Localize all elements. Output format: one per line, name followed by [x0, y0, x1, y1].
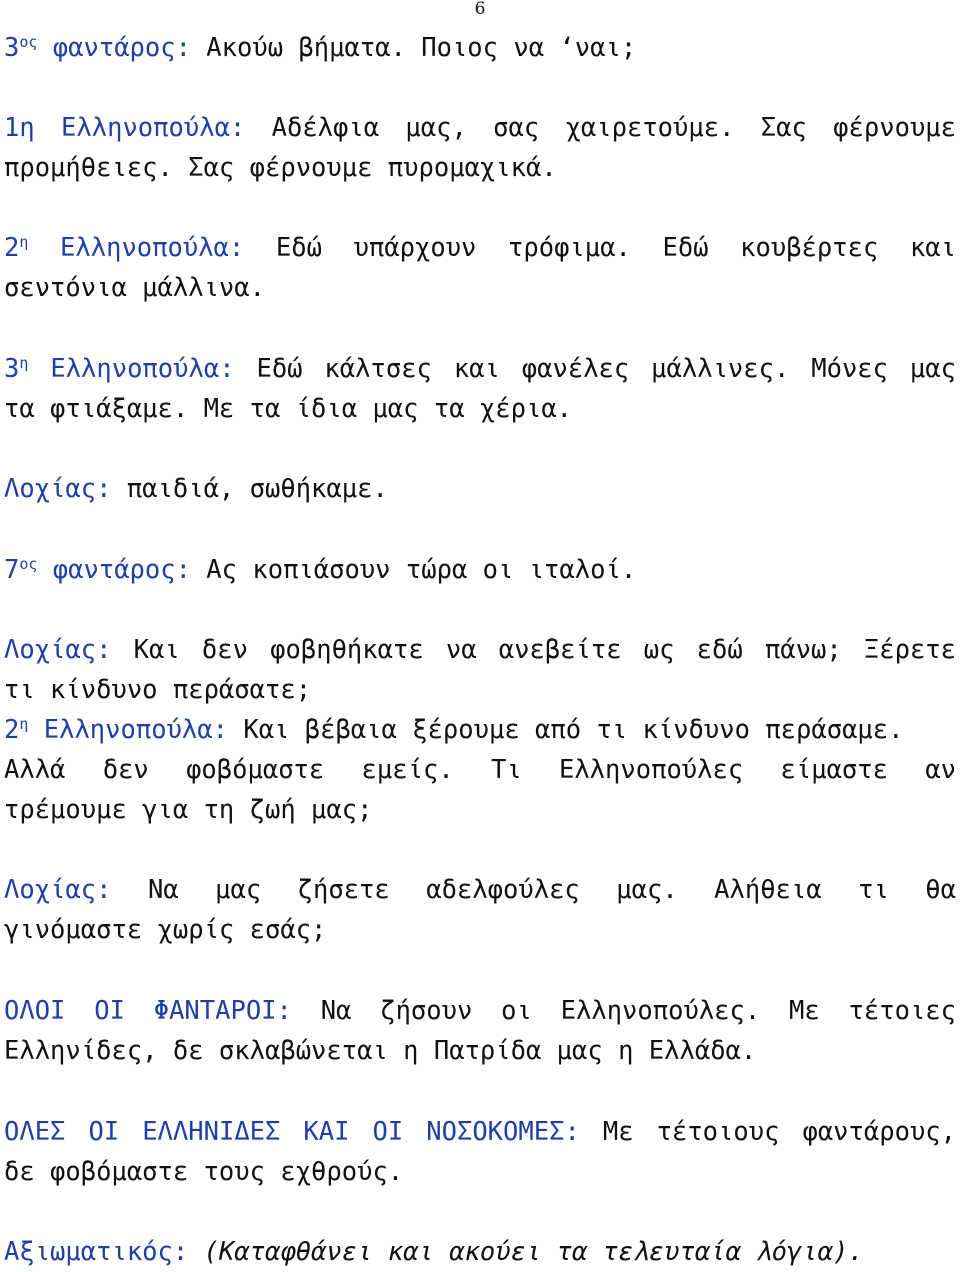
dialogue-text: τι κίνδυνο περάσατε; — [4, 675, 312, 705]
dialogue-text: Εδώ υπάρχουν τρόφιμα. Εδώ κουβέρτες και — [244, 233, 957, 263]
script-line — [4, 1031, 756, 1071]
speaker-name: Ελληνοπούλα: — [60, 233, 245, 263]
script-line — [4, 1152, 403, 1192]
dialogue-text: Και δεν φοβηθήκατε να ανεβείτε ως εδώ πάνω; Ξέρετε — [111, 635, 956, 665]
speaker-ordinal: ος — [19, 33, 38, 51]
speaker-name: 1η Ελληνοπούλα: — [4, 113, 246, 143]
speaker-ordinal: η — [19, 233, 29, 251]
script-line — [4, 630, 956, 670]
script-line — [4, 268, 265, 308]
dialogue-text: τρέμουμε για τη ζωή μας; — [4, 795, 373, 825]
script-line — [4, 991, 956, 1031]
speaker-name: Λοχίας: — [4, 474, 112, 504]
dialogue-text: Να μας ζήσετε αδελφούλες μας. Αλήθεια τι θα — [111, 875, 956, 905]
speaker-number: 3 — [4, 354, 20, 384]
dialogue-text: δε φοβόμαστε τους εχθρούς. — [4, 1157, 404, 1187]
dialogue-text: Αλλά δεν φοβόμαστε εμείς. Τι Ελληνοπούλες είμαστε αν — [4, 755, 956, 785]
script-line — [4, 670, 311, 710]
speaker-name: φαντάρος: — [52, 555, 191, 585]
script-line — [4, 790, 372, 830]
dialogue-text: Αδέλφια μας, σας χαιρετούμε. Σας φέρνουμε — [245, 113, 956, 143]
dialogue-text: παιδιά, σωθήκαμε. — [111, 474, 388, 504]
script-line — [4, 389, 572, 429]
speaker-ordinal: η — [19, 715, 29, 733]
dialogue-text: Και βέβαια ξέρουμε από τι κίνδυνο περάσαμε. — [227, 715, 904, 745]
speaker-name: φαντάρος: — [52, 33, 191, 63]
script-line — [4, 750, 956, 790]
speaker-name: Αξιωματικός: — [4, 1237, 189, 1267]
script-line — [4, 228, 956, 268]
script-line — [4, 1232, 864, 1272]
dialogue-text: Να ζήσουν οι Ελληνοπούλες. Με τέτοιες — [291, 996, 957, 1026]
speaker-name: Λοχίας: — [4, 875, 112, 905]
speaker-number: 2 — [4, 715, 20, 745]
speaker-name: ΟΛΕΣ ΟΙ ΕΛΛΗΝΙΔΕΣ ΚΑΙ ΟΙ ΝΟΣΟΚΟΜΕΣ: — [4, 1117, 580, 1147]
speaker-ordinal: ος — [19, 555, 38, 573]
script-line — [4, 469, 388, 509]
script-line — [4, 710, 904, 750]
script-line — [4, 870, 956, 910]
script-line — [4, 108, 956, 148]
script-line — [4, 148, 557, 188]
dialogue-text: προμήθειες. Σας φέρνουμε πυρομαχικά. — [4, 153, 557, 183]
script-line — [4, 550, 636, 590]
script-line — [4, 28, 636, 68]
speaker-name: Λοχίας: — [4, 635, 112, 665]
speaker-name: Ελληνοπούλα: — [50, 354, 235, 384]
dialogue-text: Εδώ κάλτσες και φανέλες μάλλινες. Μόνες μας — [234, 354, 956, 384]
dialogue-text: Ας κοπιάσουν τώρα οι ιταλοί. — [190, 555, 637, 585]
dialogue-text: Ελληνίδες, δε σκλαβώνεται η Πατρίδα μας η Ελλάδα. — [4, 1036, 757, 1066]
dialogue-text: σεντόνια μάλλινα. — [4, 273, 265, 303]
script-line — [4, 349, 956, 389]
speaker-number: 2 — [4, 233, 20, 263]
speaker-number: 3 — [4, 33, 20, 63]
dialogue-text: γινόμαστε χωρίς εσάς; — [4, 915, 327, 945]
dialogue-text: Ακούω βήματα. Ποιος να ‘ναι; — [190, 33, 637, 63]
speaker-name: ΟΛΟΙ ΟΙ ΦΑΝΤΑΡΟΙ: — [4, 996, 292, 1026]
script-line — [4, 1112, 956, 1152]
page-number: 6 — [474, 0, 486, 19]
stage-direction: (Καταφθάνει και ακούει τα τελευταία λόγια). — [188, 1237, 864, 1267]
dialogue-text: τα φτιάξαμε. Με τα ίδια μας τα χέρια. — [4, 394, 573, 424]
script-line — [4, 910, 326, 950]
speaker-number: 7 — [4, 555, 20, 585]
speaker-name: Ελληνοπούλα: — [43, 715, 228, 745]
dialogue-text: Με τέτοιους φαντάρους, — [579, 1117, 956, 1147]
speaker-ordinal: η — [19, 354, 29, 372]
